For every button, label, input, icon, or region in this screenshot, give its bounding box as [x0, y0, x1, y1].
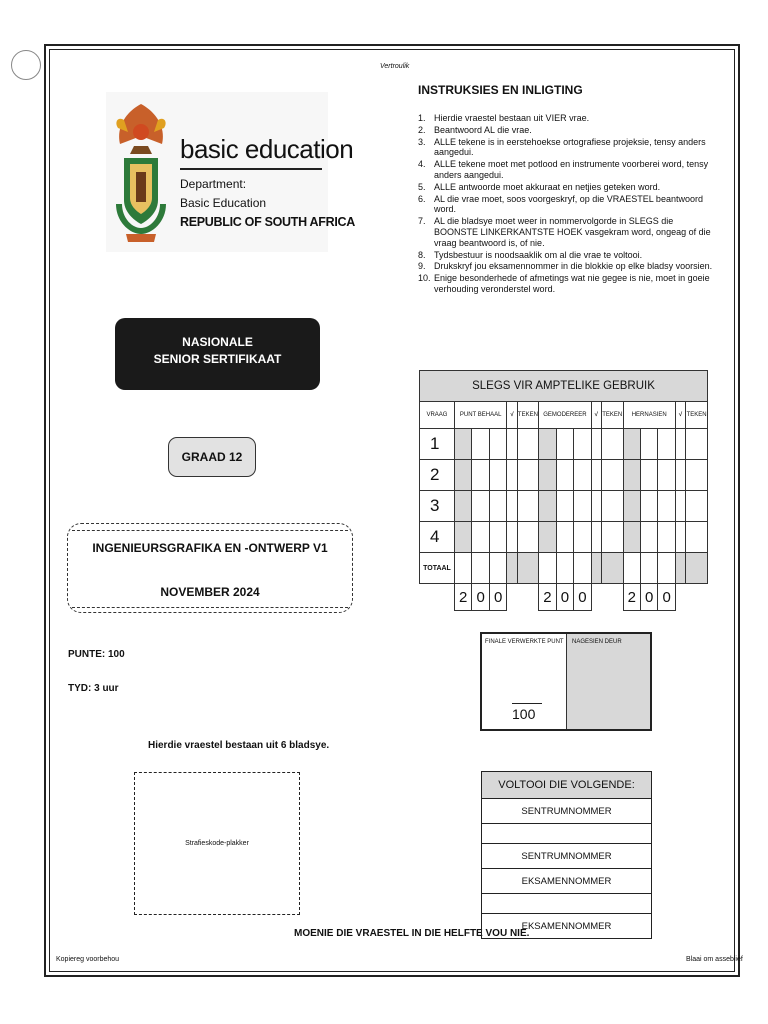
instruction-item: 5. ALLE antwoorde moet akkuraat en netjies geteken word.: [418, 181, 661, 192]
exam-number-label: EKSAMENNOMMER: [482, 869, 652, 894]
question-number: 2: [420, 460, 455, 491]
nss-line-2: SENIOR SERTIFIKAAT: [153, 352, 282, 366]
logo-country: REPUBLIC OF SOUTH AFRICA: [180, 215, 355, 229]
official-use-title: SLEGS VIR AMPTELIKE GEBRUIK: [420, 371, 708, 402]
candidate-details-table: [481, 771, 652, 939]
nss-line-1: NASIONALE: [182, 335, 253, 349]
logo-divider: [180, 168, 322, 170]
col-question: VRAAG: [420, 402, 455, 429]
col-tick-1: √: [507, 402, 517, 429]
col-tick-2: √: [591, 402, 601, 429]
table-row: [420, 460, 708, 491]
exam-number-field[interactable]: [482, 894, 652, 914]
logo-title: basic education: [180, 134, 354, 164]
coat-of-arms-icon: [106, 92, 176, 250]
max-digit: 2: [539, 584, 556, 611]
no-fold-warning: MOENIE DIE VRAESTEL IN DIE HELFTE VOU NIE.: [294, 928, 530, 939]
moderator-field: [567, 634, 650, 729]
max-digit: 0: [574, 584, 591, 611]
final-mark-line: [512, 703, 542, 704]
exam-date: NOVEMBER 2024: [160, 585, 260, 599]
exam-number-label-2: EKSAMENNOMMER: [482, 914, 652, 939]
subject-title: INGENIEURSGRAFIKA EN -ONTWERP V1: [92, 541, 328, 555]
question-number: 1: [420, 429, 455, 460]
max-digit: 0: [489, 584, 506, 611]
centre-number-label: SENTRUMNOMMER: [482, 799, 652, 824]
table-row: [420, 429, 708, 460]
centre-number-field[interactable]: [482, 824, 652, 844]
grade-badge: GRAAD 12: [168, 437, 256, 477]
table-row-max: [420, 584, 708, 611]
col-sign-1: TEKEN: [517, 402, 539, 429]
max-digit: 2: [454, 584, 471, 611]
barcode-label: Strafieskode-plakker: [185, 840, 249, 847]
max-digit: 0: [640, 584, 657, 611]
final-mark-label: FINALE VERWERKTE PUNT: [485, 639, 564, 645]
table-row: [420, 491, 708, 522]
col-tick-3: √: [675, 402, 685, 429]
col-remarked: HERNASIEN: [623, 402, 675, 429]
confidential-label: Vertroulik: [380, 63, 410, 70]
instruction-item: 1. Hierdie vraestel bestaan uit VIER vrae.: [418, 113, 590, 123]
instruction-item: 4. ALLE tekene moet met potlood en instrumente voorberei word, tensy anders aangedui.: [418, 159, 709, 180]
instructions-list: [418, 113, 714, 296]
question-number: 4: [420, 522, 455, 553]
logo-department-name: Basic Education: [180, 196, 267, 210]
final-mark-max: 100: [512, 706, 536, 722]
instruction-item: 9. Drukskryf jou eksamennommer in die blokkie op elke bladsy voorsien.: [418, 261, 713, 272]
complete-title: VOLTOOI DIE VOLGENDE:: [482, 772, 652, 799]
instruction-item: 2. Beantwoord AL die vrae.: [418, 124, 532, 135]
instruction-item: 3. ALLE tekene is in eerstehoekse ortografiese projeksie, tensy anders aangedui.: [418, 136, 706, 158]
max-digit: 0: [658, 584, 675, 611]
logo-department: Department:: [180, 177, 247, 191]
copyright-footer: Kopiereg voorbehou: [56, 956, 120, 963]
exam-duration: TYD: 3 uur: [68, 683, 119, 694]
table-row-total: [420, 553, 708, 584]
col-sign-3: TEKEN: [686, 402, 708, 429]
question-number: 3: [420, 491, 455, 522]
punch-hole-circle: [11, 50, 41, 80]
nss-banner: [115, 318, 320, 390]
col-sign-2: TEKEN: [601, 402, 623, 429]
total-marks: PUNTE: 100: [68, 649, 125, 660]
instruction-item: 10. Enige besonderhede of afmetings wat nie gegee is nie, moet in goeie verhouding veronderstel word.: [418, 273, 710, 294]
max-digit: 0: [472, 584, 489, 611]
turn-over-footer: Blaai om asseblief: [686, 956, 743, 963]
max-digit: 0: [556, 584, 573, 611]
page-count-note: Hierdie vraestel bestaan uit 6 bladsye.: [148, 740, 330, 751]
instruction-item: 8. Tydsbestuur is noodsaaklik om al die vrae te voltooi.: [418, 249, 643, 260]
col-mark-achieved: PUNT BEHAAL: [454, 402, 506, 429]
instruction-item: 7. AL die bladsye moet weer in nommervolgorde in SLEGS die BOONSTE LINKERKANTSTE HOEK vasgekram word, ongeag of die vraag beantwoord is, of nie.: [418, 216, 711, 248]
max-digit: 2: [623, 584, 640, 611]
official-use-table: [419, 370, 708, 611]
total-label: TOTAAL: [420, 553, 455, 584]
centre-number-label-2: SENTRUMNOMMER: [482, 844, 652, 869]
col-moderated: GEMODEREER: [539, 402, 591, 429]
moderator-label: NAGESIEN DEUR: [572, 639, 622, 645]
instruction-item: 6. AL die vrae moet, soos voorgeskryf, op die VRAESTEL beantwoord word.: [418, 193, 703, 215]
instructions-title: INSTRUKSIES EN INLIGTING: [418, 83, 583, 97]
table-row: [420, 522, 708, 553]
